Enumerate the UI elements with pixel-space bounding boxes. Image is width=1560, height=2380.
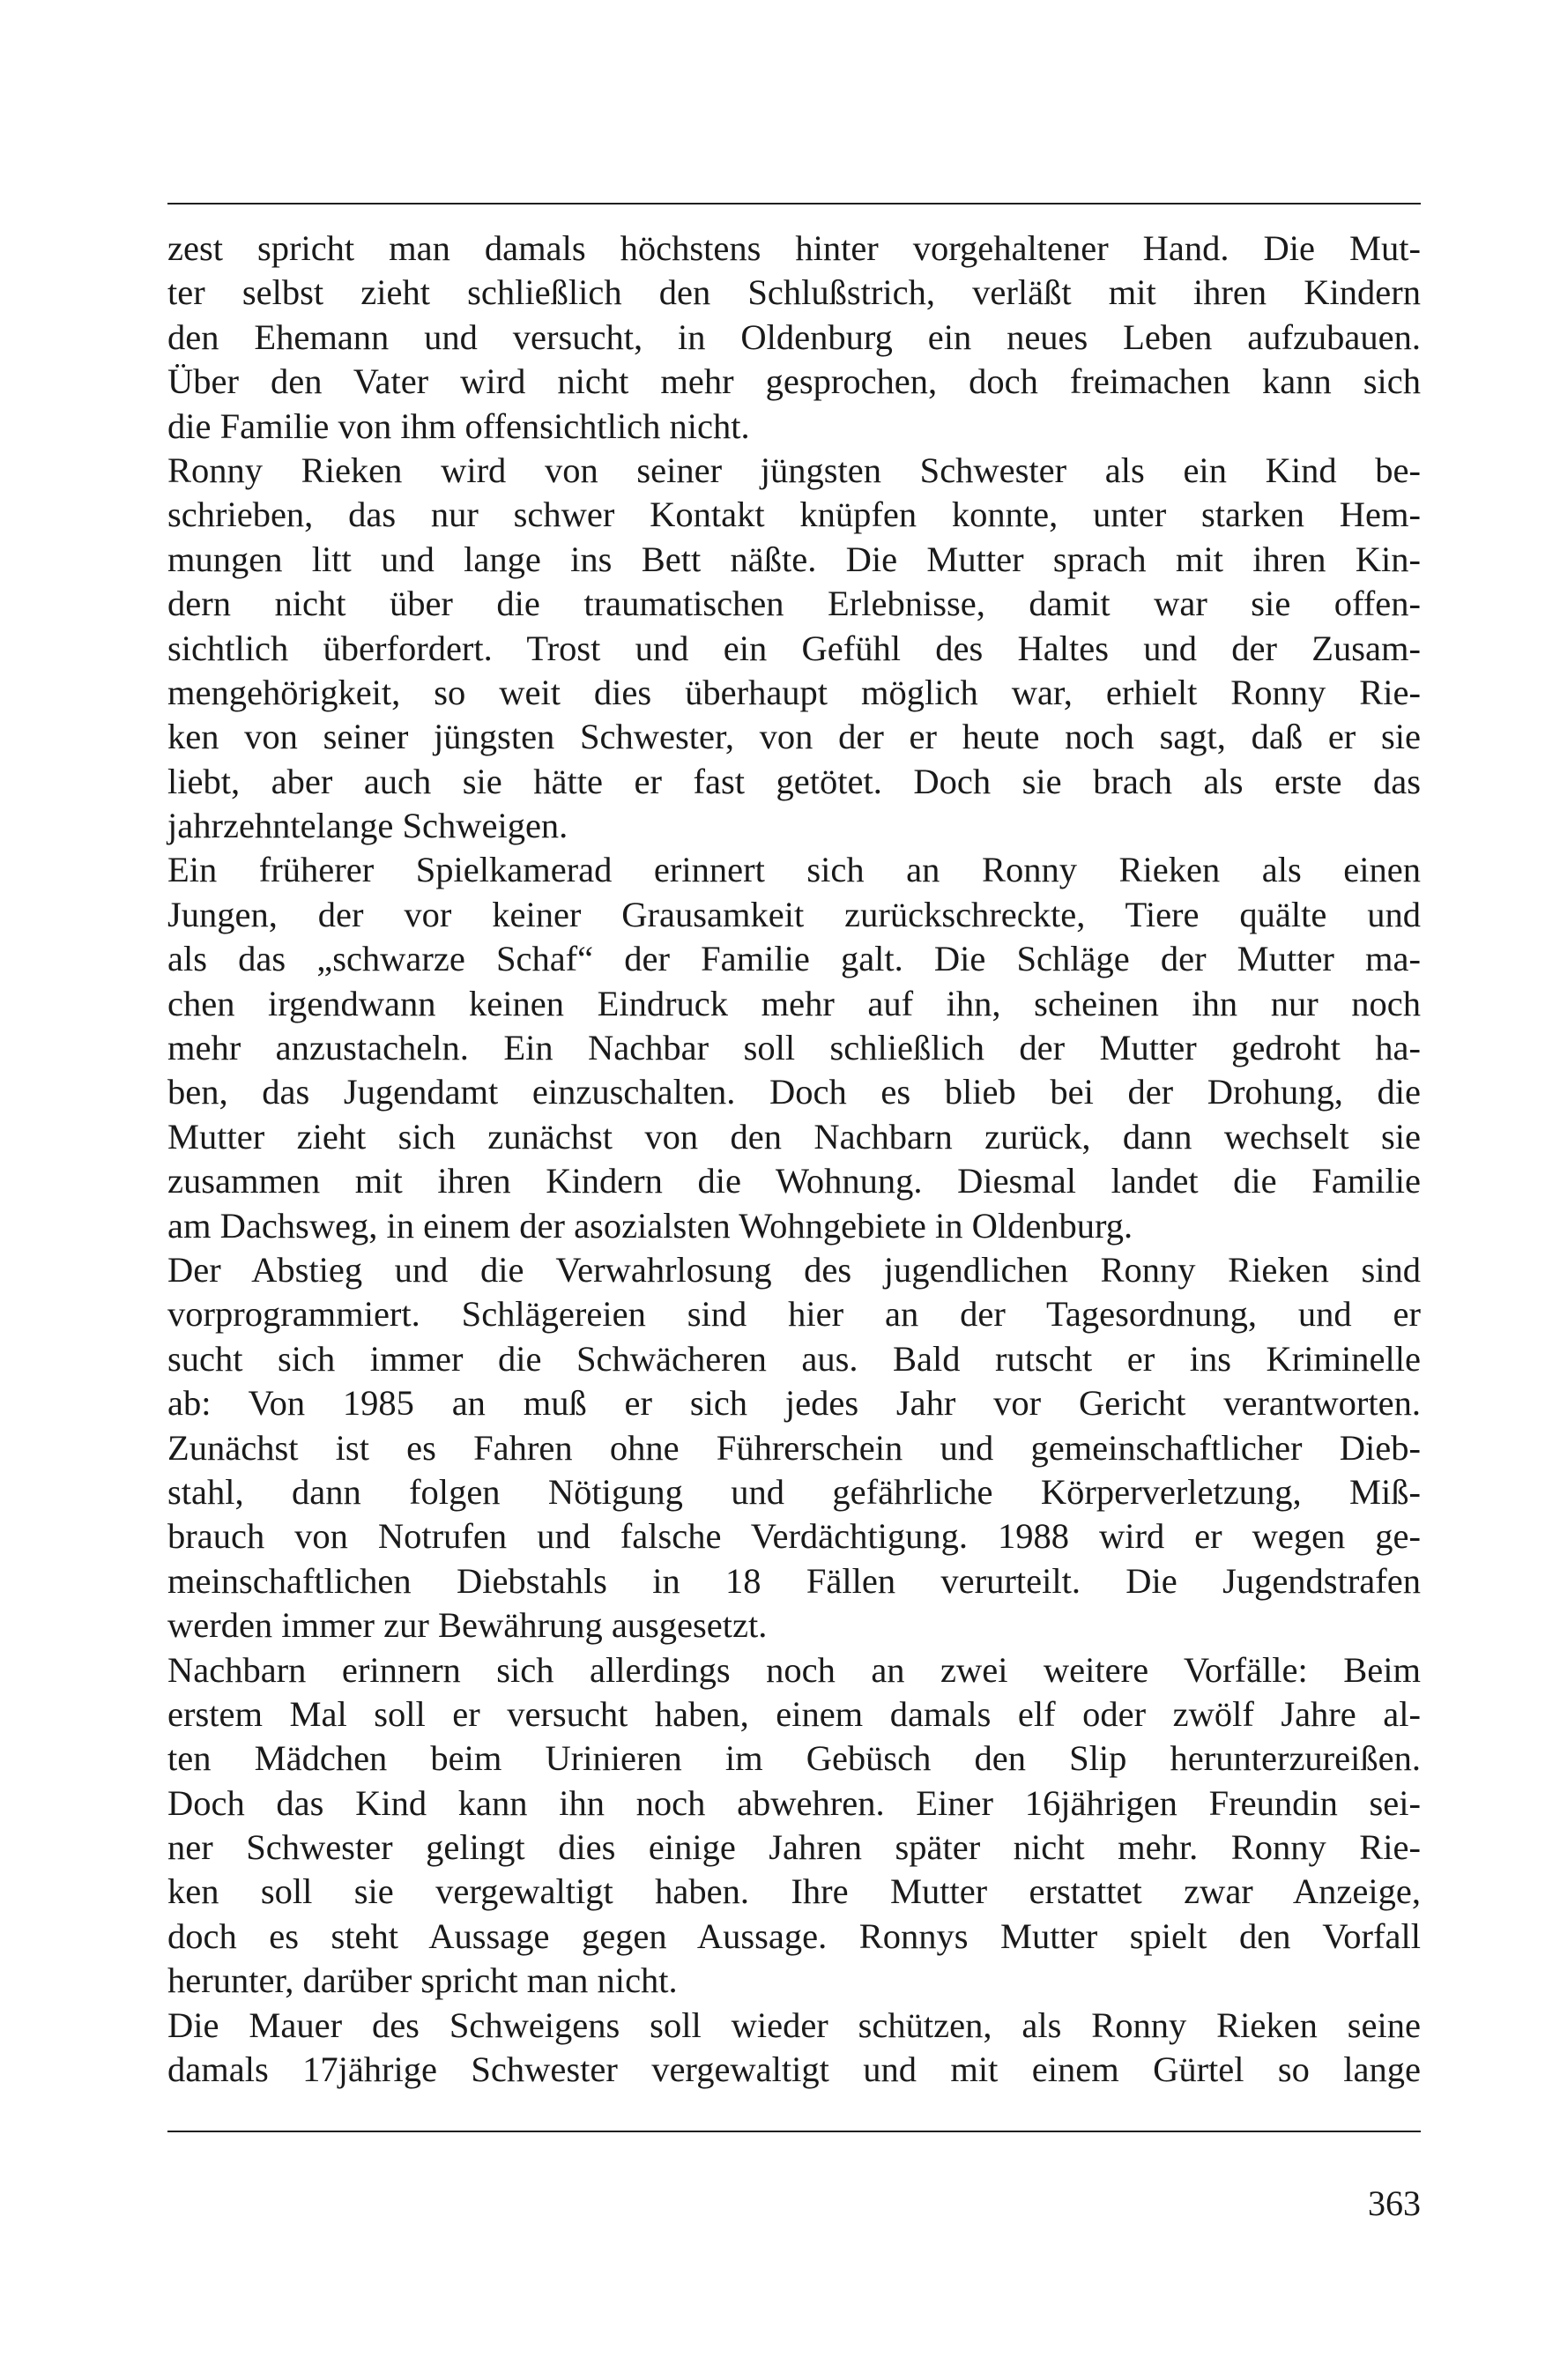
text-line: ken von seiner jüngsten Schwester, von der er heute noch sagt, daß er sie	[167, 717, 1421, 757]
text-line: Nachbarn erinnern sich allerdings noch an zwei weitere Vorfälle: Beim	[167, 1649, 1421, 1690]
text-line: liebt, aber auch sie hätte er fast getötet. Doch sie brach als erste das	[167, 761, 1421, 801]
text-line: mengehörigkeit, so weit dies überhaupt möglich war, erhielt Ronny Rie-	[167, 672, 1421, 712]
text-line: sichtlich überfordert. Trost und ein Gefühl des Haltes und der Zusam-	[167, 628, 1421, 668]
text-line: ben, das Jugendamt einzuschalten. Doch es blieb bei der Drohung, die	[167, 1072, 1421, 1112]
text-line: zest spricht man damals höchstens hinter vorgehaltener Hand. Die Mut-	[167, 228, 1421, 268]
text-line: schrieben, das nur schwer Kontakt knüpfen konnte, unter starken Hem-	[167, 495, 1421, 535]
text-line: mungen litt und lange ins Bett näßte. Die Mutter sprach mit ihren Kin-	[167, 539, 1421, 579]
text-line: ner Schwester gelingt dies einige Jahren später nicht mehr. Ronny Rie-	[167, 1827, 1421, 1868]
text-line: ken soll sie vergewaltigt haben. Ihre Mutter erstattet zwar Anzeige,	[167, 1871, 1421, 1912]
top-rule	[167, 203, 1421, 205]
body-text	[167, 227, 1421, 2092]
text-line: doch es steht Aussage gegen Aussage. Ronnys Mutter spielt den Vorfall	[167, 1915, 1421, 1956]
text-line: jahrzehntelange Schweigen.	[167, 806, 568, 846]
text-line: als das „schwarze Schaf“ der Familie galt. Die Schläge der Mutter ma-	[167, 939, 1421, 979]
text-line: vorprogrammiert. Schlägereien sind hier an der Tagesordnung, und er	[167, 1294, 1421, 1335]
text-line: Ein früherer Spielkamerad erinnert sich an Ronny Rieken als einen	[167, 850, 1421, 890]
text-line: damals 17jährige Schwester vergewaltigt und mit einem Gürtel so lange	[167, 2049, 1421, 2090]
text-line: am Dachsweg, in einem der asozialsten Wohngebiete in Oldenburg.	[167, 1205, 1133, 1246]
text-line: Jungen, der vor keiner Grausamkeit zurückschreckte, Tiere quälte und	[167, 894, 1421, 934]
text-line: ab: Von 1985 an muß er sich jedes Jahr vor Gericht verantworten.	[167, 1383, 1421, 1424]
text-line: zusammen mit ihren Kindern die Wohnung. Diesmal landet die Familie	[167, 1161, 1421, 1201]
text-line: brauch von Notrufen und falsche Verdächtigung. 1988 wird er wegen ge-	[167, 1516, 1421, 1557]
text-line: sucht sich immer die Schwächeren aus. Bald rutscht er ins Kriminelle	[167, 1338, 1421, 1379]
text-line: ter selbst zieht schließlich den Schlußstrich, verläßt mit ihren Kindern	[167, 272, 1421, 313]
text-line: werden immer zur Bewährung ausgesetzt.	[167, 1605, 768, 1646]
text-line: stahl, dann folgen Nötigung und gefährliche Körperverletzung, Miß-	[167, 1471, 1421, 1512]
text-line: herunter, darüber spricht man nicht.	[167, 1960, 678, 2001]
text-line: ten Mädchen beim Urinieren im Gebüsch den Slip herunterzureißen.	[167, 1738, 1421, 1779]
text-line: Mutter zieht sich zunächst von den Nachbarn zurück, dann wechselt sie	[167, 1116, 1421, 1157]
text-line: Die Mauer des Schweigens soll wieder schützen, als Ronny Rieken seine	[167, 2004, 1421, 2045]
text-line: Über den Vater wird nicht mehr gesprochen, doch freimachen kann sich	[167, 361, 1421, 402]
text-line: Der Abstieg und die Verwahrlosung des jugendlichen Ronny Rieken sind	[167, 1249, 1421, 1290]
text-line: den Ehemann und versucht, in Oldenburg ein neues Leben aufzubauen.	[167, 316, 1421, 357]
text-line: Doch das Kind kann ihn noch abwehren. Einer 16jährigen Freundin sei-	[167, 1782, 1421, 1823]
text-line: Ronny Rieken wird von seiner jüngsten Schwester als ein Kind be-	[167, 450, 1421, 490]
text-line: mehr anzustacheln. Ein Nachbar soll schließlich der Mutter gedroht ha-	[167, 1028, 1421, 1068]
page-number: 363	[1368, 2183, 1421, 2223]
bottom-rule	[167, 2131, 1421, 2132]
text-line: dern nicht über die traumatischen Erlebnisse, damit war sie offen-	[167, 584, 1421, 624]
text-line: Zunächst ist es Fahren ohne Führerschein und gemeinschaftlicher Dieb-	[167, 1427, 1421, 1468]
text-line: meinschaftlichen Diebstahls in 18 Fällen verurteilt. Die Jugendstrafen	[167, 1560, 1421, 1601]
text-line: die Familie von ihm offensichtlich nicht.	[167, 405, 750, 446]
text-line: erstem Mal soll er versucht haben, einem damals elf oder zwölf Jahre al-	[167, 1693, 1421, 1734]
text-line: chen irgendwann keinen Eindruck mehr auf ihn, scheinen ihn nur noch	[167, 983, 1421, 1023]
